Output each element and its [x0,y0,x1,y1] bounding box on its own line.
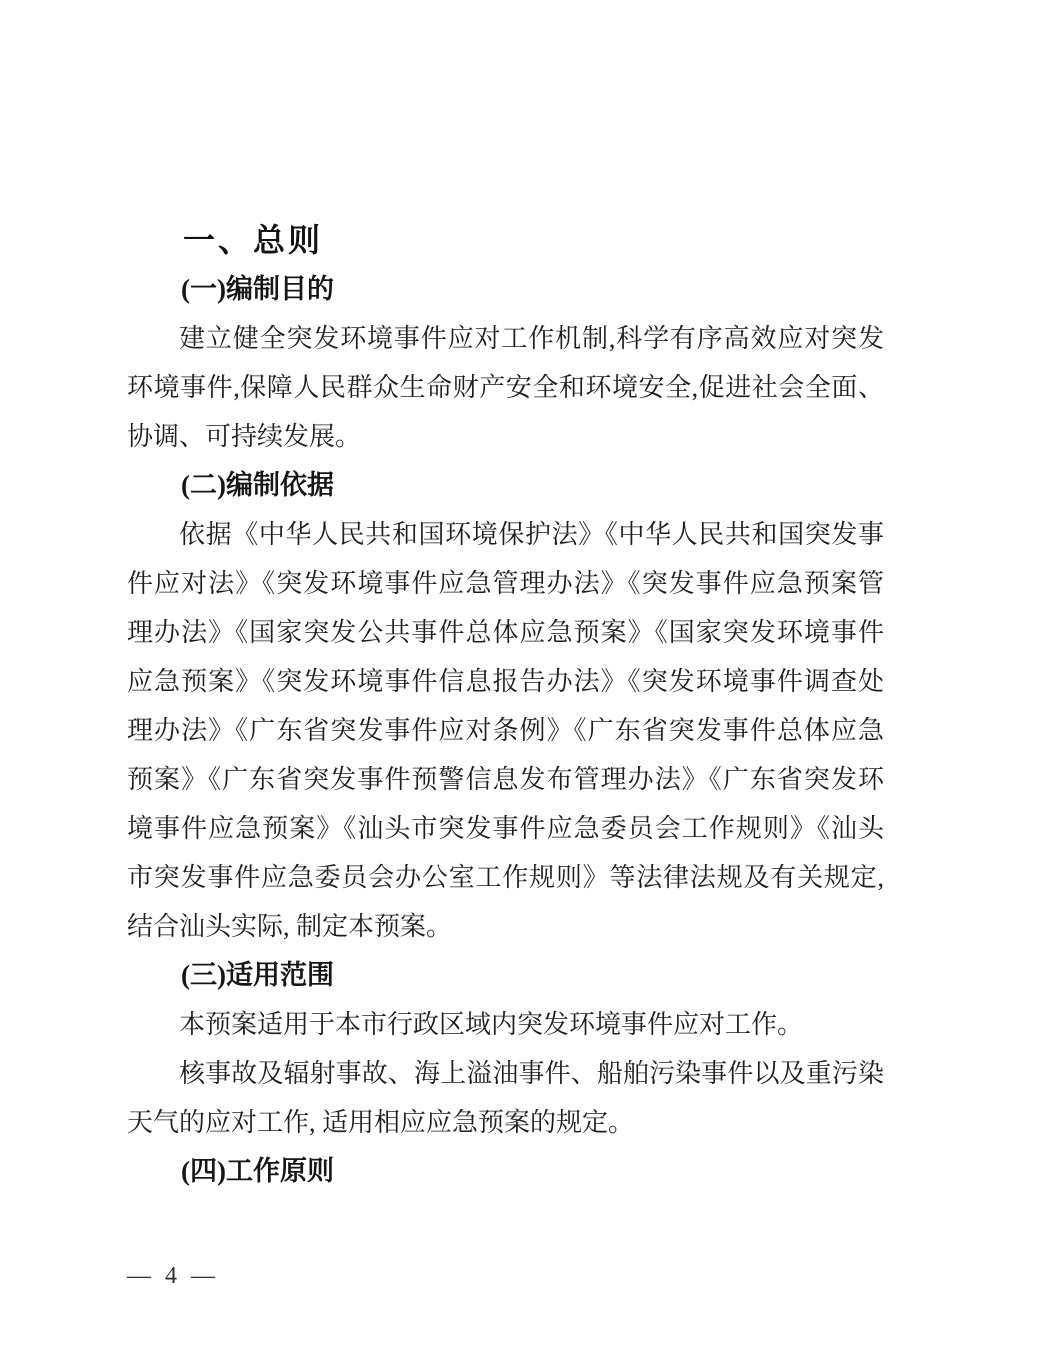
paragraph-line: 理办法》《广东省突发事件应对条例》《广东省突发事件总体应急 [127,716,884,745]
section-heading: (一)编制目的 [181,274,334,304]
paragraph-line: 市突发事件应急委员会办公室工作规则》等法律法规及有关规定, [127,863,884,892]
paragraph-line: 依据《中华人民共和国环境保护法》《中华人民共和国突发事 [179,520,884,549]
section-heading: (三)适用范围 [181,960,334,990]
paragraph-line: 核事故及辐射事故、海上溢油事件、船舶污染事件以及重污染 [179,1059,884,1088]
page-number: — 4 — [127,1263,219,1289]
chapter-title: 一、总则 [183,222,324,258]
section-heading: (四)工作原则 [181,1156,334,1186]
paragraph-line: 建立健全突发环境事件应对工作机制,科学有序高效应对突发 [179,324,884,353]
paragraph-line: 件应对法》《突发环境事件应急管理办法》《突发事件应急预案管 [127,569,884,598]
paragraph-line: 境事件应急预案》《汕头市突发事件应急委员会工作规则》《汕头 [127,814,884,843]
paragraph-line: 理办法》《国家突发公共事件总体应急预案》《国家突发环境事件 [127,618,884,647]
section-heading: (二)编制依据 [181,470,334,500]
text-column [127,216,884,1196]
paragraph-line: 环境事件,保障人民群众生命财产安全和环境安全,促进社会全面、 [127,373,884,402]
paragraph-line: 天气的应对工作, 适用相应应急预案的规定。 [127,1108,635,1137]
paragraph-line: 结合汕头实际, 制定本预案。 [127,912,453,941]
paragraph-line: 本预案适用于本市行政区域内突发环境事件应对工作。 [179,1010,804,1039]
paragraph-line: 预案》《广东省突发事件预警信息发布管理办法》《广东省突发环 [127,765,884,794]
paragraph-line: 协调、可持续发展。 [127,422,362,451]
paragraph-line: 应急预案》《突发环境事件信息报告办法》《突发环境事件调查处 [127,667,884,696]
